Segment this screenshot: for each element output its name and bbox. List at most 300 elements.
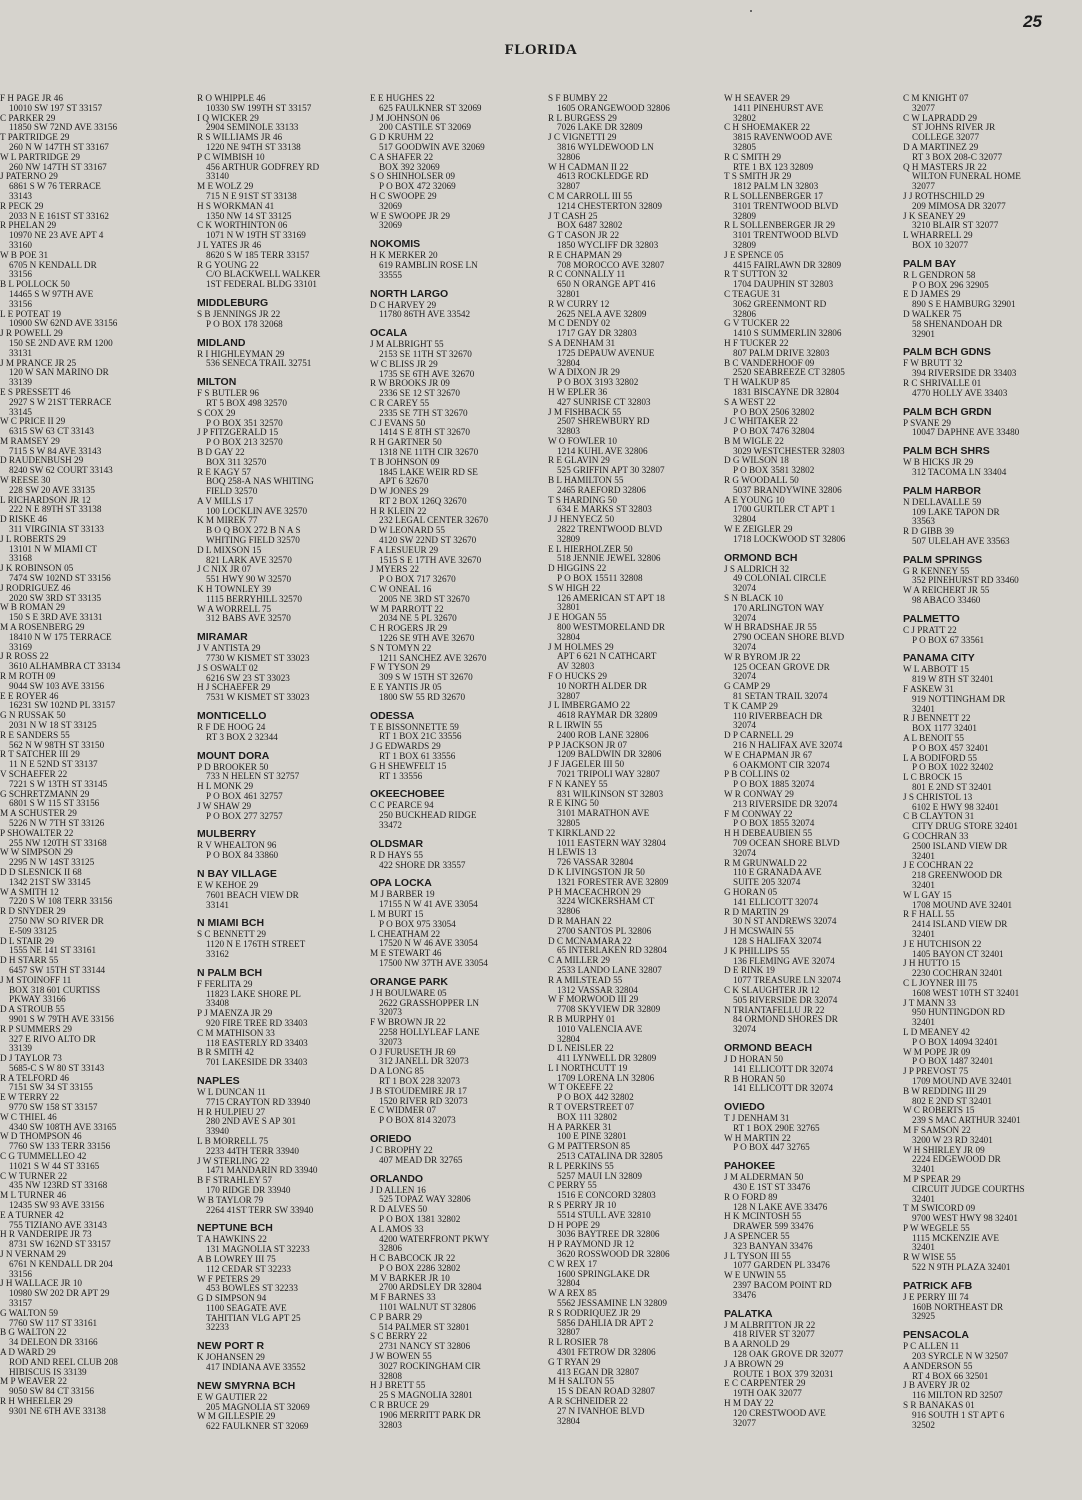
listing-name: R W WISE 55 [903, 1252, 956, 1263]
listing-address: 2904 SEMINOLE 33133 [206, 122, 299, 133]
listing-address: 32806 [557, 151, 580, 162]
listing-address: 2031 N W 18 ST 33125 [9, 720, 97, 730]
listing-address: 6457 SW 15TH ST 33144 [9, 964, 106, 975]
listing-name: J H HUTTO 15 [903, 958, 961, 969]
listing-address: 32807 [557, 181, 580, 192]
listing-address: 2034 NE 5 PL 32670 [379, 613, 457, 624]
listing-address: RT 5 BOX 498 32570 [206, 397, 287, 408]
listing-address: 7708 SKYVIEW DR 32809 [557, 1004, 661, 1015]
listing-name: W REESE 30 [0, 475, 51, 486]
listing-name: S W HIGH 22 [548, 582, 601, 593]
listing-address: 32804 [557, 1033, 580, 1044]
listing-address: P O BOX 3193 32802 [557, 377, 639, 388]
listing-address: 7760 SW 117 ST 33161 [9, 1317, 98, 1328]
listing-address: 1214 KUHL AVE 32806 [557, 445, 648, 456]
listing-address: 120 W SAN MARINO DR [9, 367, 109, 378]
listing-address: 2507 SHREWBURY RD [557, 416, 650, 427]
listing-address: 1011 EASTERN WAY 32804 [557, 837, 666, 848]
listing-name: J A SPENCER 55 [724, 1231, 790, 1242]
listing-address: 2700 ARDSLEY DR 32804 [379, 1282, 482, 1293]
listing-address: 17155 N W 41 AVE 33054 [379, 899, 478, 910]
listing-name: R B MURPHY 01 [548, 1013, 616, 1024]
listing-address: 33140 [206, 171, 229, 182]
listing-address: 33169 [9, 641, 32, 652]
listing-address: 3815 RAVENWOOD AVE [733, 132, 833, 143]
listing-name: W W SIMPSON 29 [0, 847, 73, 858]
listing-address: 33168 [9, 553, 32, 564]
listing-address: 32074 [733, 1024, 756, 1035]
listing-address: P O BOX 457 32401 [912, 742, 989, 753]
listing-name: M V BARKER JR 10 [370, 1272, 450, 1283]
listing-name: C R BRUCE 29 [370, 1400, 429, 1411]
listing-address: 4613 ROCKLEDGE RD [557, 171, 649, 182]
listing-address: 1735 SE 6TH AVE 32670 [379, 368, 475, 379]
listing-address: 110 RIVERBEACH DR [733, 710, 823, 721]
listing-name: E A TURNER 42 [0, 1209, 64, 1220]
listing-address: 160B NORTHEAST DR [912, 1301, 1004, 1312]
listing-name: J H MCSWAIN 55 [724, 926, 794, 937]
listing-address: 222 N E 89TH ST 33138 [9, 504, 102, 515]
listing-name: B L POLLOCK 50 [0, 279, 70, 290]
listing-name: H J SCHAEFER 29 [197, 682, 271, 693]
listing-address: 10010 SW 197 ST 33157 [9, 102, 103, 113]
listing-name: L A BODIFORD 55 [903, 752, 977, 763]
listing-address: 10970 NE 23 AVE APT 4 [9, 230, 104, 241]
listing-name: N TRIANTAFELLU JR 22 [724, 1004, 825, 1015]
listing-name: A ANDERSON 55 [903, 1360, 973, 1371]
city-heading: ORMOND BEACH [724, 1041, 813, 1054]
listing-name: R E KAGY 57 [197, 466, 252, 477]
listing-address: 280 2ND AVE S AP 301 [206, 1116, 297, 1127]
city-heading: NEPTUNE BCH [197, 1222, 273, 1235]
listing-name: J W SHAW 29 [197, 800, 252, 811]
listing-address: 32233 [206, 1322, 229, 1333]
city-heading: OKEECHOBEE [370, 788, 445, 801]
listing-name: R J BENNETT 22 [903, 713, 971, 724]
listing-address: P O BOX 472 32069 [379, 181, 456, 192]
listing-address: TAHITIAN VLG APT 25 [206, 1312, 301, 1323]
listing-address: 10330 SW 199TH ST 33157 [206, 102, 312, 113]
listing-address: 33160 [9, 239, 32, 250]
listing-address: 1077 GARDEN PL 33476 [733, 1260, 830, 1271]
listing-address: 32401 [912, 1164, 935, 1175]
listing-address: 11 N E 52ND ST 33137 [9, 759, 98, 770]
listing-name: J W BOWEN 55 [370, 1351, 432, 1362]
city-heading: PALM BCH GRDN [903, 405, 992, 418]
listing-address: 205 MAGNOLIA ST 32069 [206, 1401, 310, 1412]
listing-name: D W JONES 29 [370, 486, 429, 497]
listing-address: RT 1 BOX 61 33556 [379, 751, 456, 762]
listing-name: L I NORTHCUTT 19 [548, 1062, 628, 1073]
listing-name: T H WALKUP 85 [724, 377, 790, 388]
listing-address: 2700 SANTOS PL 32806 [557, 925, 652, 936]
listing-address: 352 PINEHURST RD 33460 [912, 575, 1019, 586]
listing-name: W H SHIRLEY JR 09 [903, 1144, 985, 1155]
listing-address: 16231 SW 102ND PL 33157 [9, 700, 116, 711]
listing-address: 2500 ISLAND VIEW DR [912, 840, 1008, 851]
listing-address: P O BOX 461 32757 [206, 791, 283, 802]
listing-address: 1845 LAKE WEIR RD SE [379, 466, 478, 477]
listing-name: H L MONK 29 [197, 781, 254, 792]
city-heading: MIRAMAR [197, 631, 248, 644]
city-heading: NORTH LARGO [370, 287, 449, 300]
listing-address: 2005 NE 3RD ST 32670 [379, 593, 470, 604]
listing-name: K H TOWNLEY 39 [197, 584, 272, 595]
listing-address: 1608 WEST 10TH ST 32401 [912, 987, 1020, 998]
listing-name: C L JOYNER III 75 [903, 977, 978, 988]
listing-name: I Q WICKER 29 [197, 112, 259, 123]
listing-address: BOX 311 32570 [206, 456, 267, 467]
listing-address: 1226 SE 9TH AVE 32670 [379, 633, 475, 644]
listing-name: W A DIXON JR 29 [548, 367, 620, 378]
listing-name: D A MARTINEZ 29 [903, 141, 979, 152]
listing-address: 2731 NANCY ST 32806 [379, 1341, 471, 1352]
listing-address: P O BOX 14094 32401 [912, 1036, 998, 1047]
listing-address: 33156 [9, 269, 32, 280]
listing-name: T J DENHAM 31 [724, 1113, 790, 1124]
listing-name: C B CLAYTON 31 [903, 811, 975, 822]
listing-name: A L AMOS 33 [370, 1223, 424, 1234]
listing-address: 1411 PINEHURST AVE [733, 102, 824, 113]
listing-address: 6761 N KENDALL DR 204 [9, 1258, 113, 1269]
listing-name: W B TAYLOR 79 [197, 1194, 264, 1205]
listing-address: 3620 ROSSWOOD DR 32806 [557, 1249, 670, 1260]
listing-address: CITY DRUG STORE 32401 [912, 821, 1018, 832]
listing-address: P O BOX 447 32765 [733, 1142, 810, 1153]
listing-name: J E HOGAN 55 [548, 612, 607, 623]
listing-address: 4301 FETROW DR 32806 [557, 1347, 656, 1357]
listing-name: F M CONWAY 22 [724, 808, 793, 819]
listing-address: P O BOX 351 32570 [206, 417, 283, 428]
listing-name: R M GRUNWALD 22 [724, 857, 807, 868]
listing-name: D P CARNELL 29 [724, 730, 794, 741]
listing-address: 430 E 1ST ST 33476 [733, 1182, 811, 1193]
listing-address: 2625 NELA AVE 32809 [557, 308, 647, 319]
listing-address: 2230 COCHRAN 32401 [912, 968, 1003, 979]
listing-address: APT 6 32670 [379, 476, 429, 487]
listing-name: S R BANAKAS 01 [903, 1400, 975, 1411]
listing-address: 32074 [733, 583, 756, 594]
listing-name: R G WOODALL 50 [724, 475, 799, 486]
listing-address: 1831 BISCAYNE DR 32804 [733, 386, 840, 397]
city-heading: PALM HARBOR [903, 484, 981, 497]
listing-name: J R ROSS 22 [0, 651, 49, 662]
listing-name: F W BROWN JR 22 [370, 1017, 446, 1028]
listing-name: S A DENHAM 31 [548, 337, 616, 348]
listing-address: ST JOHNS RIVER JR [912, 122, 996, 133]
listing-address: BOX 10 32077 [912, 239, 969, 250]
listing-address: 1725 DEPAUW AVENUE [557, 347, 655, 358]
listing-address: 32401 [912, 703, 935, 714]
listing-address: P O BOX 1381 32802 [379, 1213, 461, 1224]
listing-name: R H WHEELER 29 [0, 1395, 73, 1406]
listing-name: J F JAGELER III 50 [548, 759, 625, 770]
listing-name: W R BYROM JR 22 [724, 651, 801, 662]
listing-name: J L IMBERGAMO 22 [548, 700, 631, 711]
listing-name: H F TUCKER 22 [724, 337, 789, 348]
listing-name: D L NEISLER 22 [548, 1043, 614, 1054]
listing-address: 213 RIVERSIDE DR 32074 [733, 798, 838, 809]
listing-address: ROUTE 1 BOX 379 32031 [733, 1368, 834, 1379]
listing-name: L B MORRELL 75 [197, 1135, 269, 1146]
listing-address: 650 N ORANGE APT 416 [557, 279, 656, 290]
listing-name: W E ZEIGLER 29 [724, 524, 793, 535]
listing-address: 2414 ISLAND VIEW DR [912, 919, 1008, 930]
listing-address: 128 N LAKE AVE 33476 [733, 1201, 828, 1212]
listing-address: 733 N HELEN ST 32757 [206, 771, 300, 782]
listing-name: B A ARNOLD 29 [724, 1339, 790, 1350]
listing-address: BOX 111 32802 [557, 1111, 618, 1122]
city-heading: ORANGE PARK [370, 975, 448, 988]
listing-address: 32803 [557, 426, 580, 437]
listing-address: 136 FLEMING AVE 32074 [733, 955, 835, 966]
listing-name: K M MIREK 77 [197, 515, 258, 526]
city-heading: PALM BAY [903, 257, 957, 270]
listing-address: P O BOX 2506 32802 [733, 406, 815, 417]
listing-name: R M ROTH 09 [0, 671, 56, 682]
listing-address: 831 WILKINSON ST 32803 [557, 788, 664, 799]
listing-name: W C BLISS JR 29 [370, 358, 438, 369]
listing-name: G T RYAN 29 [548, 1356, 601, 1367]
listing-address: 100 LOCKLIN AVE 32570 [206, 505, 308, 516]
listing-address: 411 LYNWELL DR 32809 [557, 1053, 657, 1064]
listing-address: 522 N 9TH PLAZA 32401 [912, 1262, 1011, 1273]
listing-name: H K MERKER 20 [370, 250, 438, 261]
listing-address: 2822 TRENTWOOD BLVD [557, 524, 663, 535]
listing-name: W M POPE JR 09 [903, 1046, 971, 1057]
listing-name: R C SHRIVALLE 01 [903, 377, 982, 388]
listing-name: W F MORWOOD III 29 [548, 994, 639, 1005]
listing-address: 32925 [912, 1311, 935, 1322]
listing-address: 109 LAKE TAPON DR [912, 506, 1000, 517]
listing-address: 32801 [557, 288, 580, 299]
listing-name: W C THIEL 46 [0, 1111, 57, 1122]
listing-name: S O SHINHOLSER 09 [370, 171, 455, 182]
listing-name: C W ONEAL 16 [370, 584, 432, 595]
listing-address: 821 LARK AVE 32570 [206, 554, 292, 565]
listing-address: 33156 [9, 1268, 32, 1279]
listing-name: R D SNYDER 29 [0, 906, 66, 917]
listing-address: 49 COLONIAL CIRCLE [733, 573, 827, 584]
listing-address: 1071 N W 19TH ST 33169 [206, 230, 306, 241]
listing-name: F ASKEW 31 [903, 684, 954, 695]
listing-address: P O BOX 1487 32401 [912, 1056, 994, 1067]
listing-name: G T CASON JR 22 [548, 230, 620, 241]
listing-name: B C VANDERHOOF 09 [724, 357, 815, 368]
listing-address: 32809 [733, 210, 756, 221]
listing-address: 518 JENNIE JEWEL 32806 [557, 553, 661, 564]
listing-address: 32077 [912, 181, 935, 192]
listing-address: 32069 [379, 200, 402, 211]
listing-name: R W CURRY 12 [548, 298, 610, 309]
listing-name: W B POE 31 [0, 249, 49, 260]
listing-name: R P SUMMERS 29 [0, 1023, 72, 1034]
listing-address: 7730 W KISMET ST 33023 [206, 653, 310, 664]
listing-name: W A REX 85 [548, 1288, 597, 1299]
listing-name: R PHELAN 29 [0, 220, 57, 231]
listing-address: RT 1 33556 [379, 770, 423, 781]
listing-address: 260 NW 147TH ST 33167 [9, 161, 107, 172]
listing-name: H W EPLER 36 [548, 386, 608, 397]
listing-address: 1605 ORANGEWOOD 32806 [557, 102, 670, 113]
listing-name: T KIRKLAND 22 [548, 827, 616, 838]
listing-name: P W WEGELE 55 [903, 1222, 970, 1233]
listing-address: P O BOX 277 32757 [206, 810, 283, 821]
listing-address: RT 3 BOX 208-C 32077 [912, 151, 1003, 162]
listing-name: Q H MASTERS JR 22 [903, 161, 987, 172]
listing-name: D J TAYLOR 73 [0, 1053, 62, 1064]
listing-name: R L BURGESS 29 [548, 112, 617, 123]
listing-address: 218 GREENWOOD DR [912, 870, 1003, 881]
listing-address: 32401 [912, 1242, 935, 1253]
listing-address: 128 OAK GROVE DR 32077 [733, 1349, 844, 1360]
listing-address: 150 S E 3RD AVE 33131 [9, 612, 103, 623]
listing-name: B M WIGLE 22 [724, 435, 784, 446]
listing-address: P O BOX 2286 32802 [379, 1262, 461, 1273]
listing-name: J E COCHRAN 22 [903, 860, 974, 871]
listing-name: W D THOMPSON 46 [0, 1131, 82, 1142]
listing-address: RT 4 BOX 66 32501 [912, 1370, 989, 1381]
listing-name: M E WOLZ 29 [197, 181, 254, 192]
listing-name: J K SEANEY 29 [903, 210, 966, 221]
listing-address: 417 INDIANA AVE 33552 [206, 1362, 306, 1373]
listing-address: P O BOX 814 32073 [379, 1115, 456, 1126]
listing-address: 5226 N W 7TH ST 33126 [9, 817, 105, 828]
listing-address: P O BOX 717 32670 [379, 574, 456, 585]
listing-address: 10980 SW 202 DR APT 29 [9, 1288, 110, 1299]
listing-name: L E POTEAT 19 [0, 308, 61, 319]
listing-address: 32804 [557, 357, 580, 368]
listing-name: F O HUCKS 29 [548, 671, 607, 682]
city-heading: MILTON [197, 376, 237, 389]
listing-address: 2153 SE 11TH ST 32670 [379, 348, 472, 359]
listing-name: S B JENNINGS JR 22 [197, 308, 281, 319]
listing-address: 505 RIVERSIDE DR 32074 [733, 994, 838, 1005]
listing-name: R E SANDERS 55 [0, 729, 70, 740]
directory-column-4 [548, 94, 726, 1426]
listing-address: 18410 N W 175 TERRACE [9, 631, 112, 642]
listing-address: 3027 ROCKINGHAM CIR [379, 1360, 481, 1371]
listing-name: H C SWOOPE 29 [370, 190, 437, 201]
city-heading: ORMOND BCH [724, 551, 798, 564]
listing-address: 9700 WEST HWY 98 32401 [912, 1213, 1018, 1224]
listing-name: T A HAWKINS 22 [197, 1234, 267, 1245]
listing-name: M F SAMSON 22 [903, 1124, 971, 1135]
listing-name: W H MARTIN 22 [724, 1132, 791, 1143]
listing-name: E S PRESSETT 46 [0, 386, 71, 397]
listing-name: J T CASH 25 [548, 210, 598, 221]
listing-address: 7474 SW 102ND ST 33156 [9, 573, 111, 584]
listing-address: 32804 [733, 514, 756, 525]
listing-address: 407 MEAD DR 32765 [379, 1154, 463, 1165]
listing-name: R S RODRIQUEZ JR 29 [548, 1307, 641, 1318]
listing-address: RT 1 BOX 290E 32765 [733, 1122, 820, 1133]
page-number: 25 [1023, 12, 1042, 31]
listing-address: 1414 S E 8TH ST 32670 [379, 427, 470, 438]
listing-name: J V ANTISTA 29 [197, 643, 261, 654]
listing-address: 5514 STULL AVE 32810 [557, 1209, 651, 1220]
listing-address: 32801 [557, 602, 580, 613]
listing-name: C PERRY 55 [548, 1180, 597, 1191]
listing-address: 2258 HOLLYLEAF LANE [379, 1026, 480, 1037]
listing-address: 33139 [9, 1043, 32, 1054]
listing-address: 126 AMERICAN ST APT 18 [557, 592, 665, 603]
listing-address: 807 PALM DRIVE 32803 [733, 347, 830, 358]
listing-name: J E PERRY III 74 [903, 1291, 969, 1302]
listing-name: D W LEONARD 55 [370, 525, 445, 536]
listing-address: 517 GOODWIN AVE 32069 [379, 141, 485, 152]
listing-name: N DELLAVALLE 59 [903, 496, 982, 507]
listing-address: 1718 LOCKWOOD ST 32806 [733, 533, 846, 544]
listing-name: E E YANTIS JR 05 [370, 682, 442, 693]
listing-name: S N BLACK 10 [724, 593, 783, 604]
listing-address: 950 HUNTINGDON RD [912, 1007, 1005, 1018]
listing-address: 312 BABS AVE 32570 [206, 613, 291, 624]
listing-address: 312 JANELL DR 32073 [379, 1056, 469, 1067]
city-heading: PAHOKEE [724, 1160, 776, 1173]
listing-address: 260 N W 147TH ST 33167 [9, 141, 109, 152]
listing-address: 250 BUCKHEAD RIDGE [379, 810, 477, 821]
listing-address: 7115 S W 84 AVE 33143 [9, 445, 102, 456]
listing-address: 2020 SW 3RD ST 33135 [9, 592, 102, 603]
listing-address: 4120 SW 22ND ST 32670 [379, 535, 477, 546]
listing-address: 32401 [912, 1193, 935, 1204]
listing-address: 327 E RIVO ALTO DR [9, 1033, 96, 1044]
listing-name: H J BRETT 55 [370, 1380, 426, 1391]
listing-address: 507 ULELAH AVE 33563 [912, 535, 1010, 546]
listing-name: W T OKEEFE 22 [548, 1082, 614, 1093]
listing-address: 170 ARLINGTON WAY [733, 602, 825, 613]
listing-name: C PARKER 29 [0, 112, 56, 123]
listing-name: H A PARKER 31 [548, 1121, 612, 1132]
listing-name: D RAUDENBUSH 29 [0, 455, 84, 466]
listing-name: T K CAMP 29 [724, 700, 778, 711]
city-heading: OCALA [370, 327, 408, 340]
listing-name: T B JOHNSON 09 [370, 456, 440, 467]
listing-address: 3101 MARATHON AVE [557, 808, 650, 819]
listing-name: J N VERNAM 29 [0, 1249, 66, 1260]
listing-address: 1516 E CONCORD 32803 [557, 1190, 656, 1201]
listing-name: C R CAREY 55 [370, 397, 430, 408]
listing-address: 125 OCEAN GROVE DR [733, 661, 830, 672]
listing-address: 65 INTERLAKEN RD 32804 [557, 945, 667, 956]
listing-name: W L PARTRIDGE 29 [0, 151, 81, 162]
listing-address: 12435 SW 93 AVE 33156 [9, 1200, 105, 1211]
listing-address: E-509 33125 [9, 925, 57, 936]
listing-address: 32077 [912, 102, 935, 113]
listing-name: J C BROPHY 22 [370, 1144, 433, 1155]
listing-name: A B LOWREY III 75 [197, 1253, 276, 1264]
listing-name: S C BERRY 22 [370, 1331, 428, 1342]
listing-name: D RISKE 46 [0, 514, 47, 525]
directory-column-1 [0, 94, 190, 1417]
listing-address: 9044 SW 103 AVE 33156 [9, 680, 105, 691]
listing-address: 14465 S W 97TH AVE [9, 288, 94, 299]
listing-name: W L ABBOTT 15 [903, 664, 969, 675]
listing-address: 33555 [379, 269, 402, 280]
listing-name: G SCHRETZMANN 29 [0, 788, 90, 799]
listing-address: RT 3 BOX 2 32344 [206, 731, 278, 742]
listing-name: H C BABCOCK JR 22 [370, 1253, 456, 1264]
listing-address: 2233 44TH TERR 33940 [206, 1145, 299, 1156]
listing-address: 3101 TRENTWOOD BLVD [733, 230, 839, 241]
listing-address: 6 OAKMONT CIR 32074 [733, 759, 830, 770]
listing-address: 7601 BEACH VIEW DR [206, 889, 299, 900]
listing-name: W L DUNCAN 11 [197, 1086, 266, 1097]
listing-name: T PARTRIDGE 29 [0, 132, 70, 143]
listing-address: 9770 SW 158 ST 33157 [9, 1102, 98, 1113]
listing-address: 11823 LAKE SHORE PL [206, 988, 301, 999]
